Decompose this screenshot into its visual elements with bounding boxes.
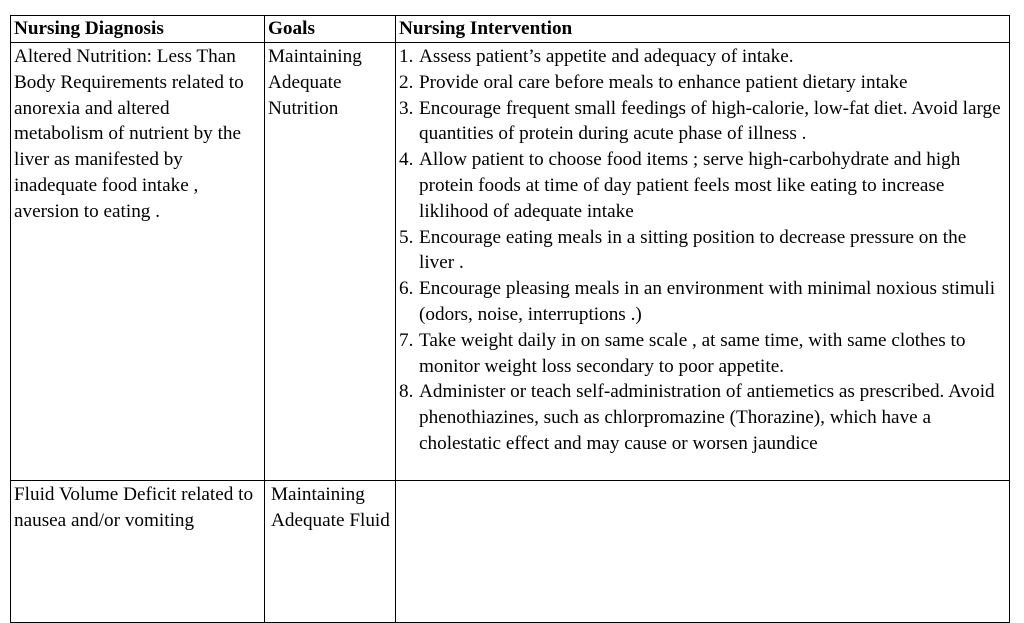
intervention-text: Assess patient’s appetite and adequacy of intake. (419, 46, 794, 67)
intervention-number: 7. (399, 329, 414, 351)
intervention-text: Take weight daily in on same scale , at same time, with same clothes to monitor weight loss secondary to poor appetite. (419, 329, 966, 377)
header-row (11, 16, 1010, 43)
header-nursing-intervention: Nursing Intervention (396, 16, 1010, 43)
intervention-number: 1. (399, 46, 414, 67)
header-nursing-diagnosis: Nursing Diagnosis (11, 16, 265, 43)
table-body (11, 43, 1010, 623)
intervention-item (399, 276, 1006, 328)
intervention-number: 6. (399, 278, 414, 300)
diagnosis-cell: Fluid Volume Deficit related to nausea and/or vomiting (11, 481, 265, 623)
intervention-item (399, 96, 1006, 148)
intervention-item (399, 44, 1006, 70)
intervention-number: 3. (399, 97, 414, 119)
table-header (11, 16, 1010, 43)
nursing-care-plan-table (10, 15, 1010, 623)
table-row (11, 43, 1010, 481)
intervention-text: Administer or teach self-administration of antiemetics as prescribed. Avoid phenothiazines, such as chlorpromazine (Thorazine), which have a cholestatic effect and may cause or worsen jaundice (419, 381, 995, 454)
goal-cell: Maintaining Adequate Fluid (265, 481, 396, 623)
intervention-text: Encourage eating meals in a sitting position to decrease pressure on the liver . (419, 226, 967, 274)
intervention-item (399, 147, 1006, 224)
intervention-item (399, 70, 1006, 96)
intervention-text: Allow patient to choose food items ; serve high-carbohydrate and high protein foods at time of day patient feels most like eating to increase liklihood of adequate intake (419, 149, 961, 222)
intervention-item (399, 328, 1006, 380)
diagnosis-cell: Altered Nutrition: Less Than Body Requirements related to anorexia and altered metabolism of nutrient by the liver as manifested by inadequate food intake , aversion to eating . (11, 43, 265, 481)
header-goals: Goals (265, 16, 396, 43)
intervention-item (399, 225, 1006, 277)
intervention-number: 8. (399, 381, 414, 403)
intervention-cell (396, 43, 1010, 481)
intervention-list (399, 44, 1006, 457)
intervention-cell-empty (396, 481, 1010, 623)
intervention-text: Encourage pleasing meals in an environment with minimal noxious stimuli (odors, noise, interruptions .) (419, 278, 996, 325)
intervention-number: 2. (399, 71, 414, 93)
goal-cell: Maintaining Adequate Nutrition (265, 43, 396, 481)
intervention-number: 5. (399, 226, 414, 248)
table-row (11, 481, 1010, 623)
intervention-text: Encourage frequent small feedings of high-calorie, low-fat diet. Avoid large quantities of protein during acute phase of illness . (419, 97, 1001, 145)
intervention-item (399, 379, 1006, 456)
intervention-text: Provide oral care before meals to enhance patient dietary intake (419, 71, 908, 93)
intervention-number: 4. (399, 149, 414, 171)
